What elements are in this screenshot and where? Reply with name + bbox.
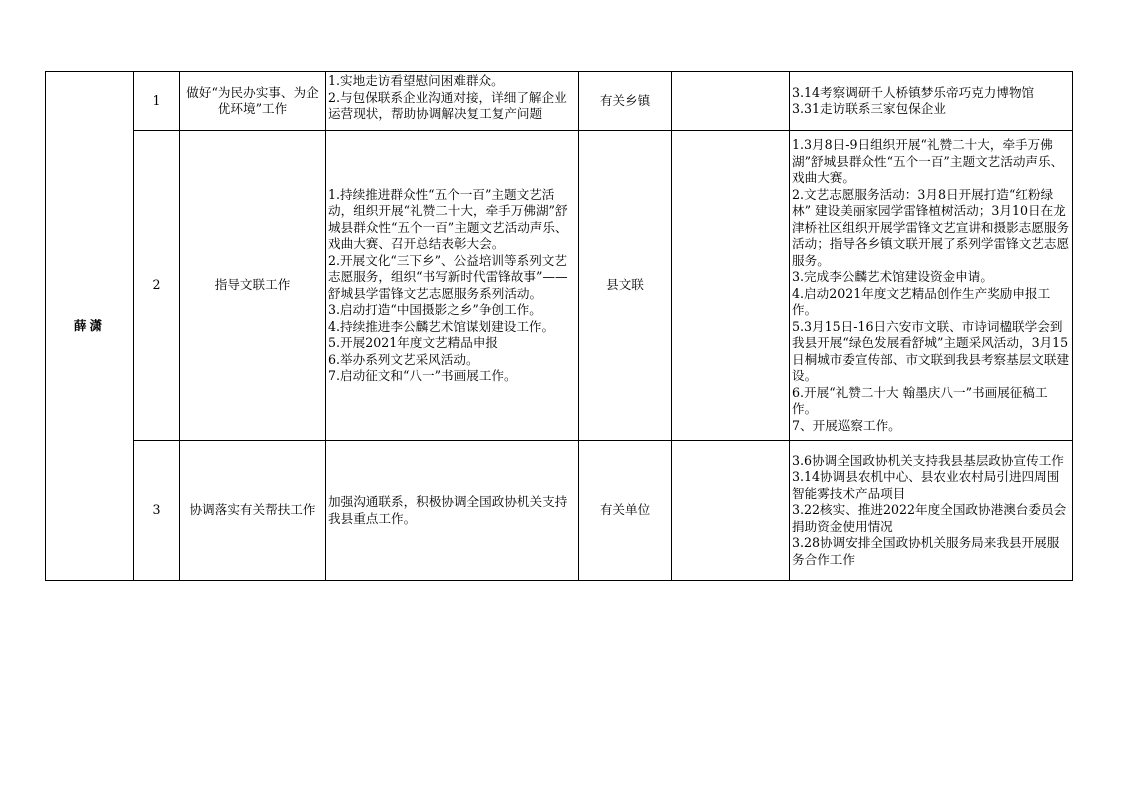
progress-item: 3.28协调安排全国政协机关服务局来我县开展服务合作工作 — [792, 535, 1060, 567]
measures-cell — [326, 131, 579, 441]
measure-item: 6.举办系列文艺采风活动。 — [328, 351, 479, 367]
measure-item: 1.持续推进群众性“五个一百”主题文艺活动，组织开展“礼赞二十大，牵手万佛湖”舒城县群众性“五个一百”主题文艺活动声乐、戏曲大赛、召开总结表彰大会。 — [328, 186, 568, 251]
progress-cell — [790, 131, 1073, 441]
progress-item: 3.14考察调研千人桥镇梦乐帝巧克力博物馆 — [792, 84, 1035, 100]
responsible-unit: 有关单位 — [579, 441, 672, 581]
row-number: 3 — [134, 441, 180, 581]
measures-cell — [326, 72, 579, 131]
measure-item: 1.实地走访看望慰问困难群众。 — [328, 73, 504, 88]
row-number: 2 — [134, 131, 180, 441]
progress-cell — [790, 72, 1073, 131]
work-table — [45, 71, 1073, 581]
responsible-unit: 县文联 — [579, 131, 672, 441]
table-row — [46, 72, 1073, 131]
blank-cell — [672, 441, 790, 581]
measures-cell — [326, 441, 579, 581]
table-row — [46, 441, 1073, 581]
task-name: 做好“为民办实事、为企优环境”工作 — [180, 72, 326, 131]
progress-item: 3.22核实、推进2022年度全国政协港澳台委员会捐助资金使用情况 — [792, 502, 1067, 534]
progress-item: 3.完成李公麟艺术馆建设资金申请。 — [792, 269, 993, 284]
measure-item: 5.开展2021年度文艺精品申报 — [328, 335, 499, 350]
progress-item: 1.3月8日-9日组织开展“礼赞二十大，牵手万佛湖”舒城县群众性“五个一百”主题文艺活动声乐、戏曲大赛。 — [792, 137, 1064, 185]
progress-cell — [790, 441, 1073, 581]
measure-item: 4.持续推进李公麟艺术馆谋划建设工作。 — [328, 318, 555, 334]
progress-item: 7、开展巡察工作。 — [792, 417, 901, 433]
progress-item: 3.14协调县农机中心、县农业农村局引进四周围智能雾技术产品项目 — [792, 469, 1060, 501]
responsible-unit: 有关乡镇 — [579, 72, 672, 131]
measure-item: 2.与包保联系企业沟通对接，详细了解企业运营现状，帮助协调解决复工复产问题 — [328, 89, 567, 121]
blank-cell — [672, 72, 790, 131]
table-row — [46, 131, 1073, 441]
measure-item: 7.启动征文和“八一”书画展工作。 — [328, 368, 517, 383]
progress-item: 3.6协调全国政协机关支持我县基层政协宣传工作 — [792, 452, 1064, 468]
progress-item: 2.文艺志愿服务活动：3月8日开展打造“红粉绿林” 建设美丽家园学雷锋植树活动；3月10日在龙津桥社区组织开展学雷锋文艺宣讲和摄影志愿服务活动；指导各乡镇文联开展了系列学雷锋文艺志愿服务。 — [792, 186, 1070, 268]
blank-cell — [672, 131, 790, 441]
person-name: 薛潇 — [46, 72, 134, 581]
progress-item: 3.31走访联系三家包保企业 — [792, 101, 946, 116]
progress-item: 5.3月15日-16日六安市文联、市诗词楹联学会到我县开展“绿色发展看舒城”主题采风活动，3月15日桐城市委宣传部、市文联到我县考察基层文联建设。 — [792, 318, 1070, 383]
progress-item: 4.启动2021年度文艺精品创作生产奖励申报工作。 — [792, 285, 1051, 317]
measure-item: 2.开展文化“三下乡”、公益培训等系列文艺志愿服务，组织“书写新时代雷锋故事”——舒城县学雷锋文艺志愿服务系列活动。 — [328, 252, 568, 301]
measure-item: 3.启动打造“中国摄影之乡”争创工作。 — [328, 302, 542, 317]
task-name: 协调落实有关帮扶工作 — [180, 441, 326, 581]
row-number: 1 — [134, 72, 180, 131]
progress-item: 6.开展“礼赞二十大 翰墨庆八一”书画展征稿工作。 — [792, 384, 1048, 416]
task-name: 指导文联工作 — [180, 131, 326, 441]
measure-item: 加强沟通联系，积极协调全国政协机关支持我县重点工作。 — [328, 494, 568, 526]
